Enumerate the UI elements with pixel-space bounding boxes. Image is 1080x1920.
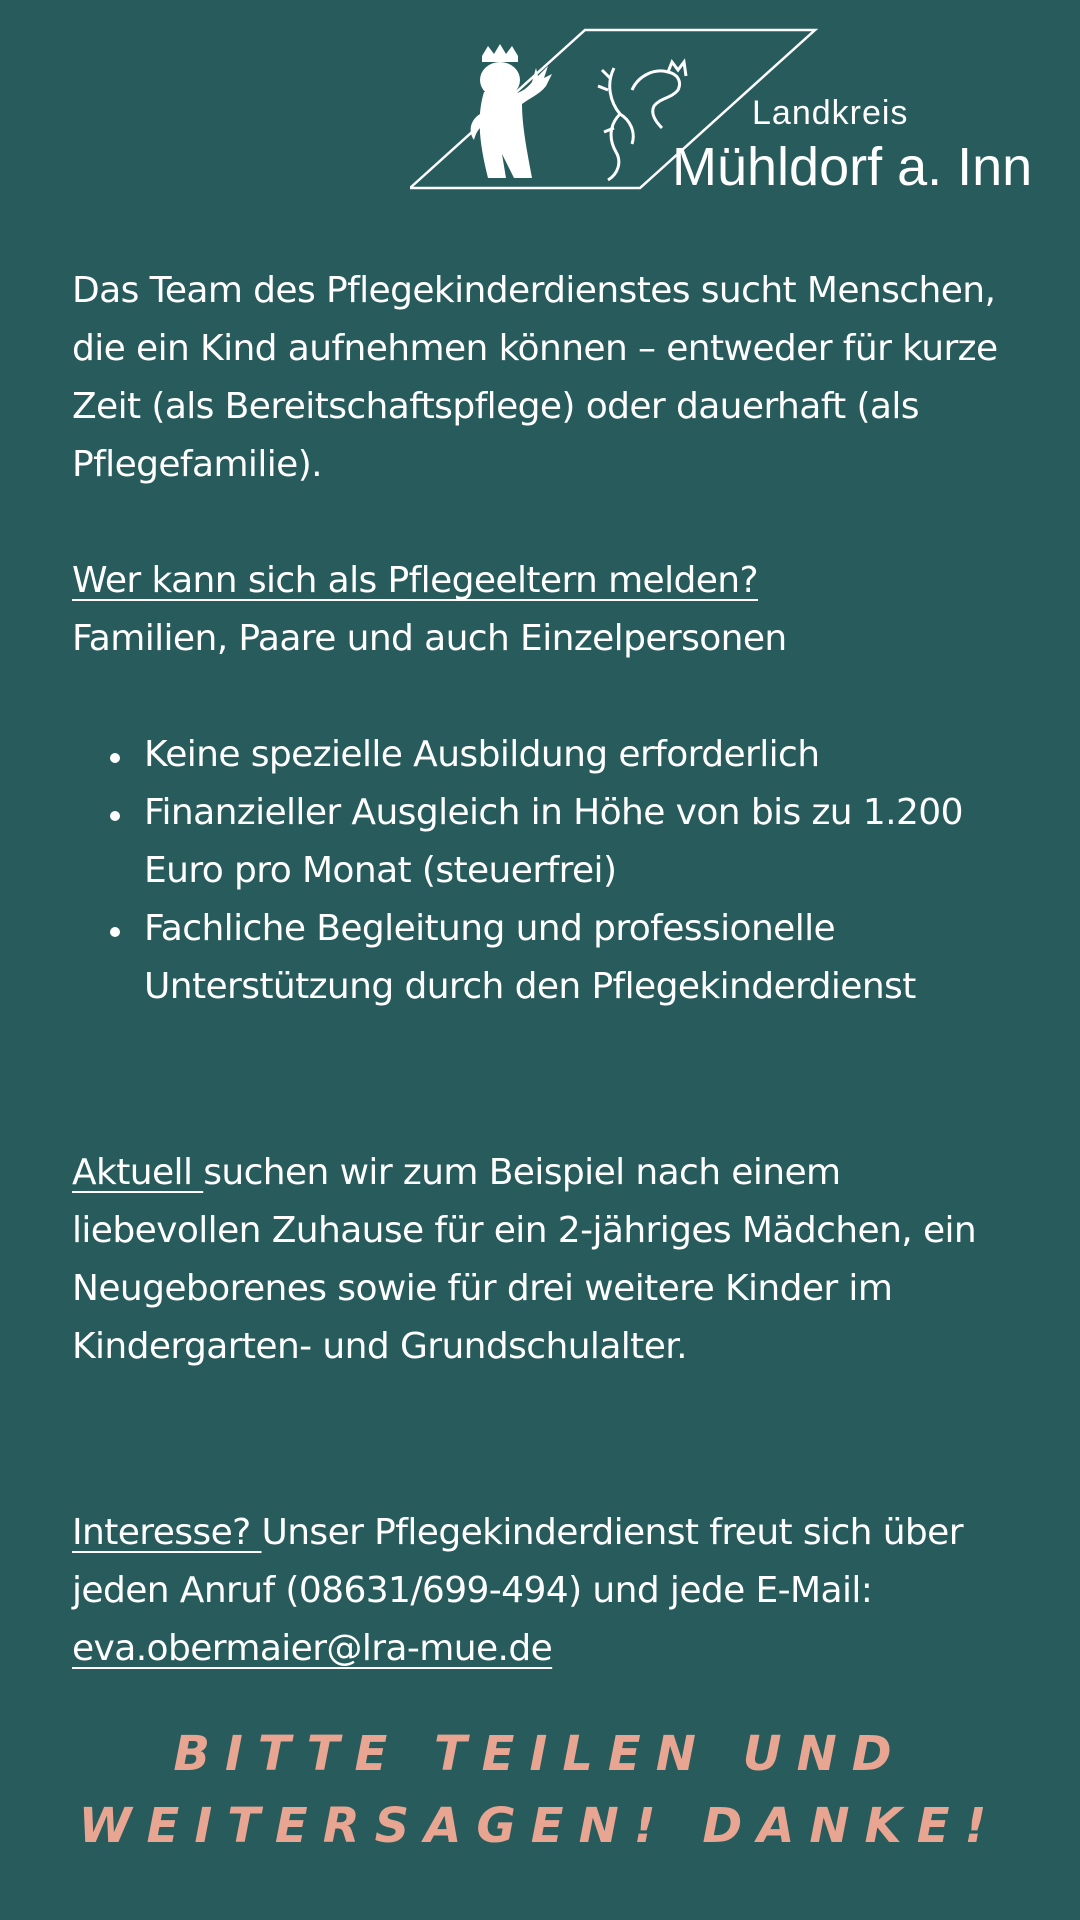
current-text: suchen wir zum Beispiel nach einem liebevollen Zuhause für ein 2-jähriges Mädchen, ein Neugeborenes sowie für drei weitere Kinder im Kindergarten- und Grundschulalter. (72, 1152, 977, 1367)
list-item: Fachliche Begleitung und professionelle Unterstützung durch den Pflegekinderdienst (72, 900, 1032, 1016)
email-link[interactable]: eva.obermaier@lra-mue.de (72, 1628, 553, 1669)
current-paragraph (72, 1144, 1032, 1376)
who-question-text: Wer kann sich als Pflegeeltern melden? (72, 560, 759, 601)
share-callout-line-2: WEITERSAGEN! DANKE! (78, 1798, 1002, 1854)
share-callout (0, 1718, 1080, 1862)
district-label: Landkreis (752, 94, 909, 132)
current-lead: Aktuell (72, 1152, 204, 1193)
who-question (72, 552, 1032, 610)
list-item: Keine spezielle Ausbildung erforderlich (72, 726, 1032, 784)
contact-text: Unser Pflegekinderdienst freut sich über jeden Anruf (08631/699-494) und jede E-Mail: (72, 1512, 963, 1611)
district-name: Mühldorf a. Inn (672, 137, 1033, 197)
intro-paragraph: Das Team des Pflegekinderdienstes sucht Menschen, die ein Kind aufnehmen können – entweder für kurze Zeit (als Bereitschaftspflege) oder dauerhaft (als Pflegefamilie). (72, 270, 998, 485)
district-logo (410, 28, 1050, 197)
flyer-content (72, 262, 1032, 1678)
contact-lead: Interesse? (72, 1512, 262, 1553)
contact-paragraph (72, 1504, 1032, 1678)
list-item: Finanzieller Ausgleich in Höhe von bis zu 1.200 Euro pro Monat (steuerfrei) (72, 784, 1032, 900)
share-callout-line-1: BITTE TEILEN UND (173, 1726, 907, 1782)
who-answer: Familien, Paare und auch Einzelpersonen (72, 618, 787, 659)
benefits-list (72, 726, 1032, 1016)
